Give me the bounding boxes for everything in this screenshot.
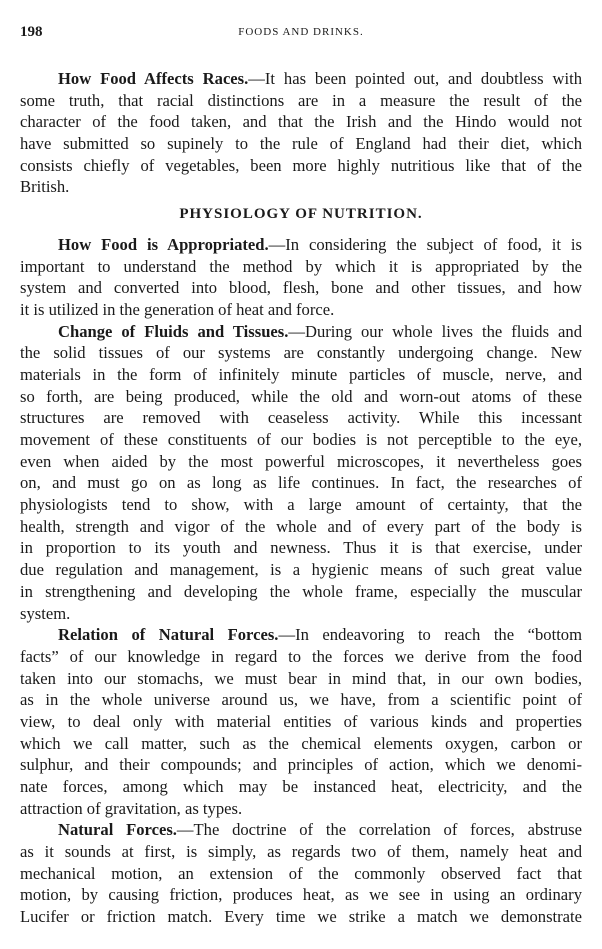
text-line: due regulation and management, is a hygienic means of such great value: [20, 560, 582, 580]
text-line: health, strength and vigor of the whole and of every part of the body is: [20, 516, 582, 536]
paragraph-natural-forces: [20, 819, 582, 927]
text-line: Natural Forces.—The doctrine of the correlation of forces, abstruse: [58, 820, 582, 840]
run-in-heading: How Food Affects Races.: [58, 69, 249, 88]
text-line: on, and must go on as long as life continues. In fact, the researches of: [20, 473, 582, 493]
text-line: physiologists tend to show, with a large amount of certainty, that the: [20, 495, 582, 515]
text-line: view, to deal only with material entities of various kinds and properties: [20, 711, 582, 731]
text-line: in strengthening and developing the whole frame, especially the muscular: [20, 581, 582, 601]
section-heading: PHYSIOLOGY OF NUTRITION.: [179, 206, 423, 223]
text-line: in proportion to its youth and newness. Thus it is that exercise, under: [20, 538, 582, 558]
paragraph-how-food-affects-races: [20, 68, 582, 198]
text-line: even when aided by the most powerful microscopes, it nevertheless goes: [20, 451, 582, 471]
text-line: some truth, that racial distinctions are in a measure the result of the: [20, 90, 582, 110]
text-line: Lucifer or friction match. Every time we strike a match we demonstrate: [20, 907, 582, 927]
text-line: British.: [20, 177, 70, 197]
body-text: [20, 68, 582, 928]
text-line: important to understand the method by which it is appropriated by the: [20, 256, 582, 276]
text-line: so forth, are being produced, while the old and worn-out atoms of these: [20, 386, 582, 406]
text-line: movement of these constituents of our bodies is not perceptible to the eye,: [20, 430, 582, 449]
paragraph-change-of-fluids-and-tissues: [20, 321, 582, 625]
text-line: which we call matter, such as the chemical elements oxygen, carbon or: [20, 733, 582, 753]
text-line: taken into our stomachs, we must bear in mind that, in our own bodies,: [20, 668, 582, 688]
text-line: have submitted so supinely to the rule of England had their diet, which: [20, 134, 582, 154]
text-line: consists chiefly of vegetables, been more highly nutritious like that of the: [20, 155, 582, 175]
text-line: as it sounds at first, is simply, as regards two of them, namely heat and: [20, 842, 582, 862]
text-line: nate forces, among which may be instanced heat, electricity, and the: [20, 777, 582, 796]
text-line: it is utilized in the generation of heat and force.: [20, 299, 335, 319]
text-line: How Food is Appropriated.—In considering the subject of food, it is: [58, 234, 582, 254]
run-in-heading: Change of Fluids and Tissues.: [58, 321, 289, 341]
running-title: FOODS AND DRINKS.: [238, 26, 364, 38]
text-line: system and converted into blood, flesh, bone and other tissues, and how: [20, 278, 582, 298]
page-number: 198: [20, 24, 43, 40]
text-line: system.: [20, 603, 71, 623]
text-line: mechanical motion, an extension of the commonly observed fact that: [20, 863, 582, 883]
text-line: character of the food taken, and that the Irish and the Hindo would not: [20, 112, 582, 132]
text-line: the solid tissues of our systems are constantly undergoing change. New: [20, 343, 582, 363]
text-line: Relation of Natural Forces.—In endeavoring to reach the “bottom: [58, 625, 583, 645]
paragraph-how-food-is-appropriated: [20, 234, 582, 321]
text-line: materials in the form of infinitely minute particles of muscle, nerve, and: [20, 364, 582, 384]
text-line: How Food Affects Races.—It has been pointed out, and doubtless with: [58, 69, 582, 88]
text-line: attraction of gravitation, as types.: [20, 798, 243, 818]
text-line: Change of Fluids and Tissues.—During our whole lives the fluids and: [58, 321, 582, 341]
run-in-heading: Natural Forces.: [58, 820, 177, 840]
run-in-heading: How Food is Appropriated.: [58, 234, 269, 254]
text-line: motion, by causing friction, produces heat, as we see in using an ordinary: [20, 885, 582, 905]
text-line: as in the whole universe around us, we have, from a scientific point of: [20, 690, 582, 710]
text-line: facts” of our knowledge in regard to the forces we derive from the food: [20, 646, 582, 666]
text-line: sulphur, and their compounds; and principles of action, which we denomi-: [20, 755, 582, 775]
paragraph-relation-of-natural-forces: [20, 624, 582, 819]
run-in-heading: Relation of Natural Forces.: [58, 625, 279, 645]
running-head: [20, 24, 582, 44]
text-line: structures are removed with ceaseless activity. While this incessant: [20, 408, 582, 428]
